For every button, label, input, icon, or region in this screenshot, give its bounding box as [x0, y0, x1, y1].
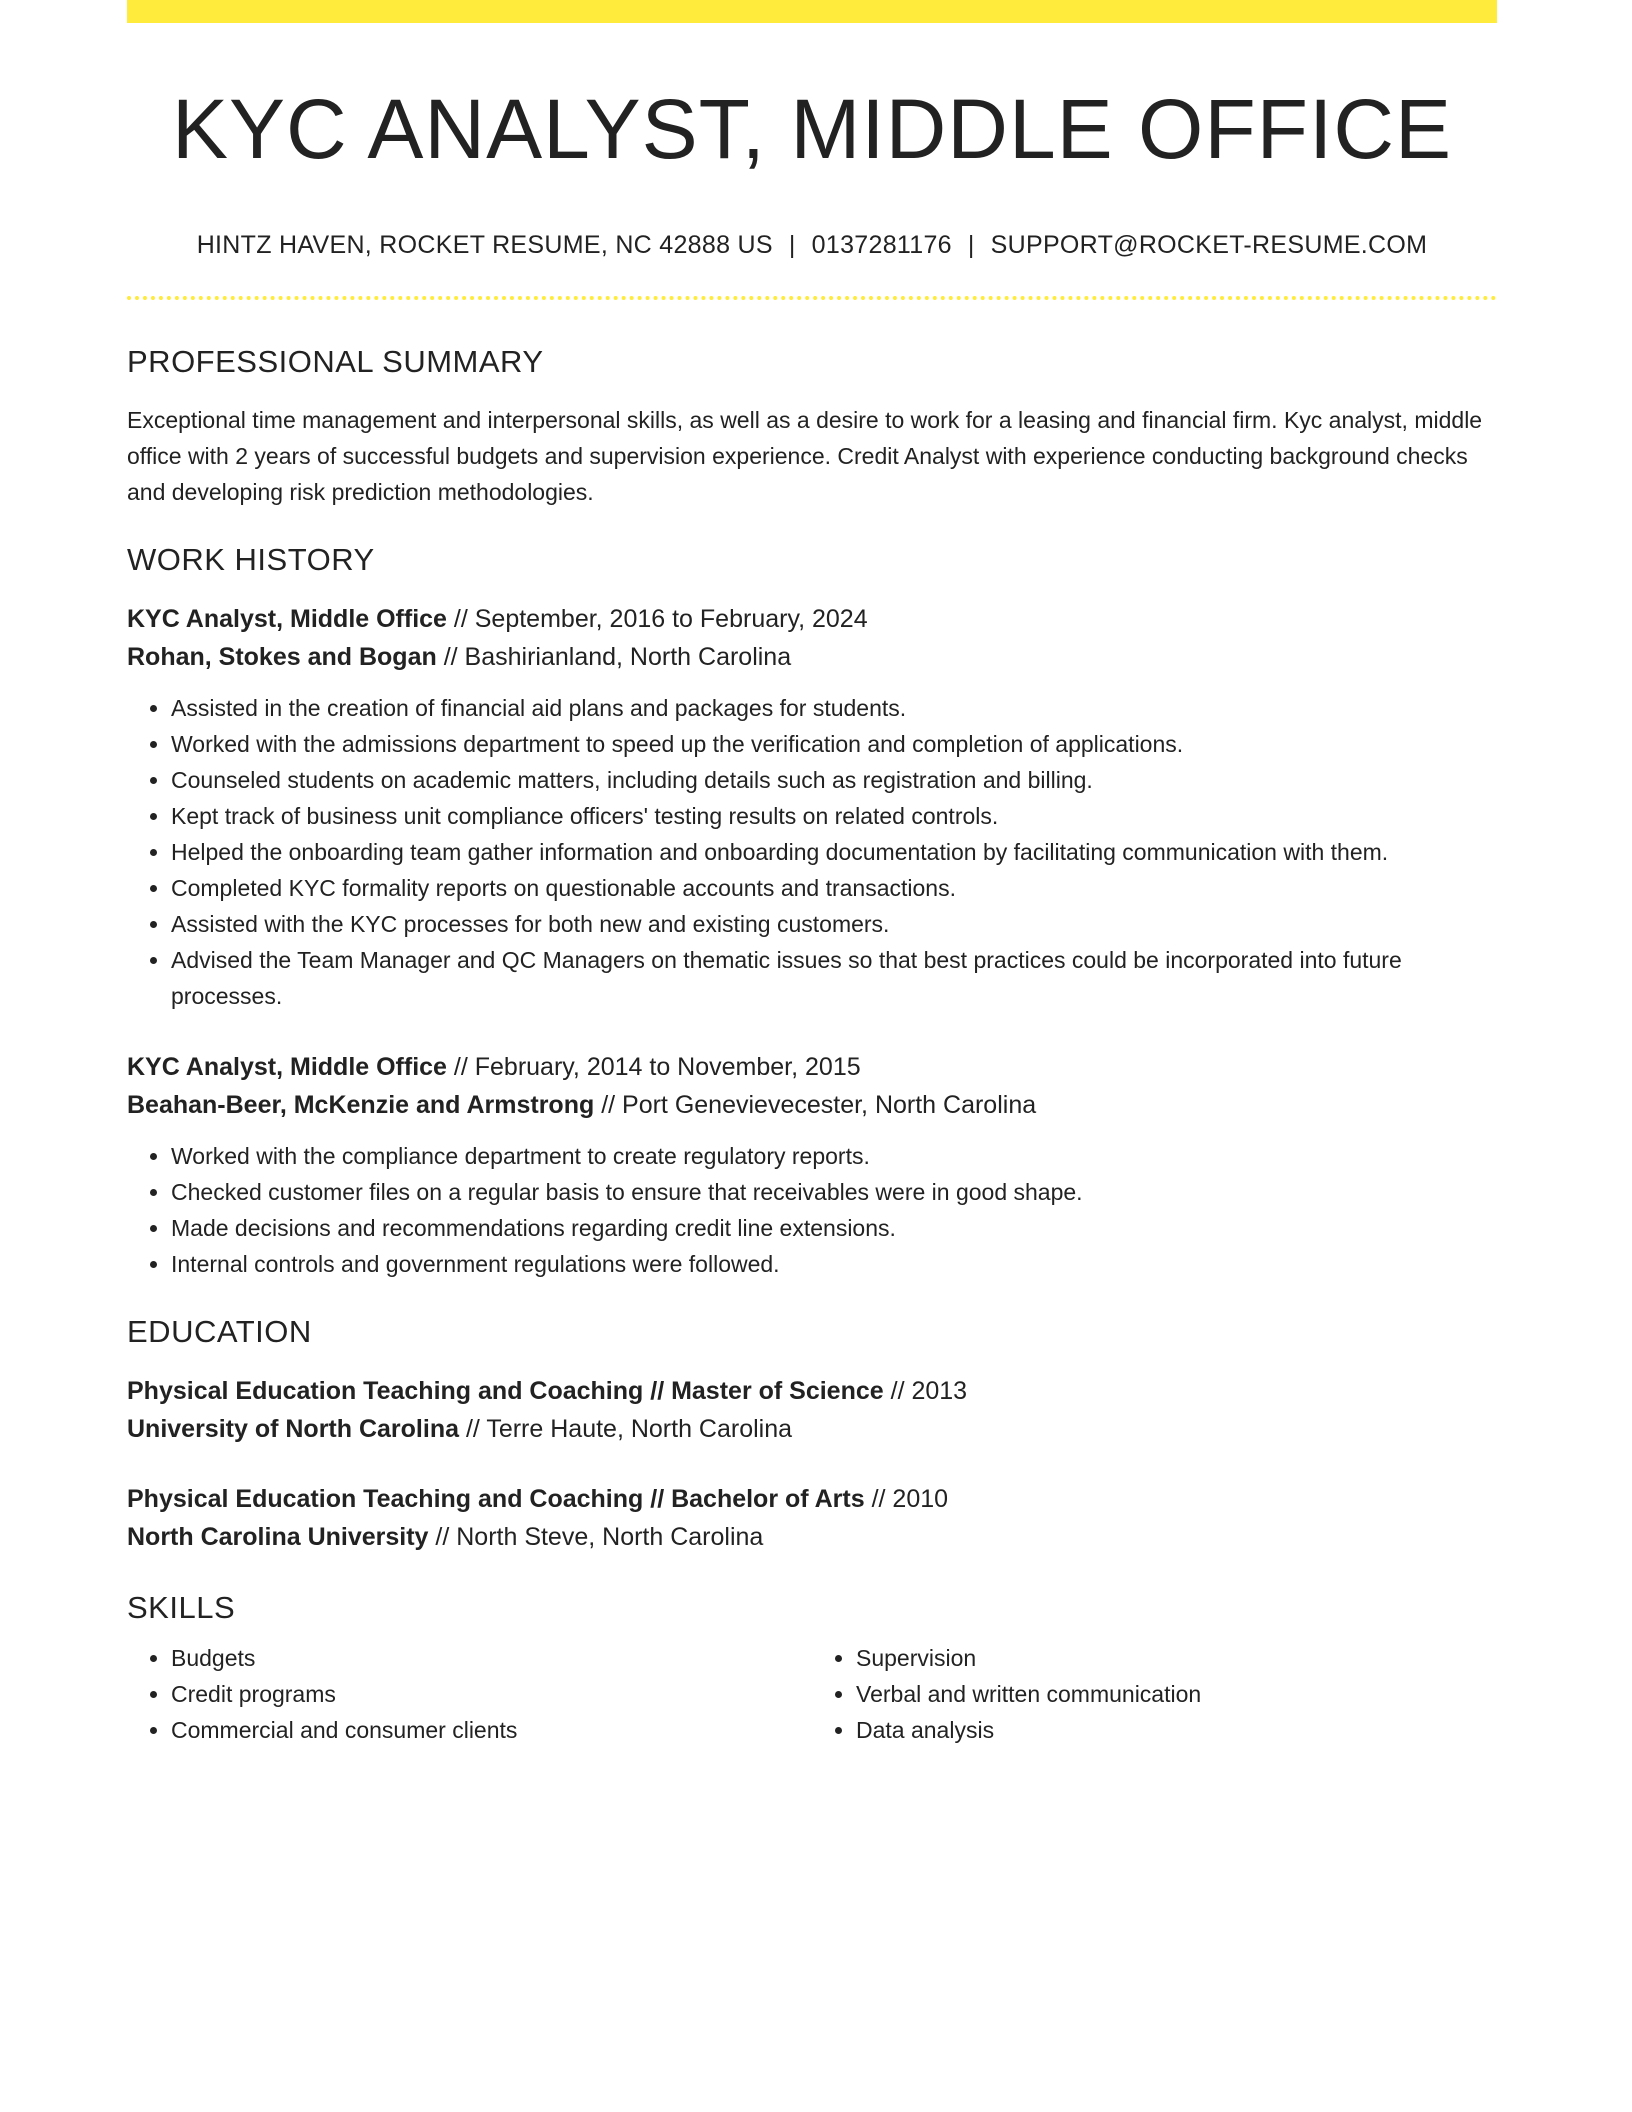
education-location: // North Steve, North Carolina	[428, 1523, 764, 1552]
job-location: // Port Genevievecester, North Carolina	[594, 1091, 1037, 1120]
education-degree-line	[127, 1480, 1497, 1518]
list-item: • Worked with the compliance department to create regulatory reports.	[171, 1138, 1497, 1174]
list-item: • Made decisions and recommendations regarding credit line extensions.	[171, 1210, 1497, 1246]
section-title-work-history: WORK HISTORY	[127, 542, 375, 578]
education-school-line	[127, 1518, 1497, 1556]
list-item: • Kept track of business unit compliance officers' testing results on related controls.	[171, 798, 1497, 834]
skill-item: • Credit programs	[171, 1676, 812, 1712]
job-bullets	[127, 690, 1497, 1014]
education-degree: Physical Education Teaching and Coaching // Bachelor of Arts	[127, 1485, 865, 1514]
section-title-skills: SKILLS	[127, 1590, 236, 1626]
skills-left-list	[127, 1640, 812, 1748]
section-title-summary: PROFESSIONAL SUMMARY	[127, 344, 544, 380]
contact-email: SUPPORT@ROCKET-RESUME.COM	[990, 231, 1428, 260]
job-company-line	[127, 1086, 1497, 1124]
job-location: // Bashirianland, North Carolina	[436, 643, 792, 672]
job-entry	[127, 1048, 1497, 1282]
skills-right-list	[812, 1640, 1497, 1748]
job-role: KYC Analyst, Middle Office	[127, 605, 447, 634]
job-entry	[127, 600, 1497, 1014]
accent-top-bar	[127, 0, 1497, 23]
job-title-line	[127, 600, 1497, 638]
list-item: • Helped the onboarding team gather information and onboarding documentation by facilitating communication with them.	[171, 834, 1497, 870]
list-item: • Assisted in the creation of financial aid plans and packages for students.	[171, 690, 1497, 726]
list-item: • Worked with the admissions department to speed up the verification and completion of applications.	[171, 726, 1497, 762]
job-dates: // September, 2016 to February, 2024	[446, 605, 868, 634]
education-school: North Carolina University	[127, 1523, 429, 1552]
contact-separator: |	[788, 231, 796, 260]
skills-columns	[127, 1640, 1497, 1748]
contact-address: HINTZ HAVEN, ROCKET RESUME, NC 42888 US	[196, 231, 773, 260]
list-item: • Internal controls and government regulations were followed.	[171, 1246, 1497, 1282]
list-item: • Assisted with the KYC processes for both new and existing customers.	[171, 906, 1497, 942]
education-year: // 2010	[864, 1485, 949, 1514]
list-item: • Advised the Team Manager and QC Managers on thematic issues so that best practices could be incorporated into future processes.	[171, 942, 1497, 1014]
skill-item: • Supervision	[856, 1640, 1497, 1676]
skill-item: • Commercial and consumer clients	[171, 1712, 812, 1748]
education-year: // 2013	[883, 1377, 968, 1406]
skill-item: • Data analysis	[856, 1712, 1497, 1748]
education-entry	[127, 1480, 1497, 1556]
education-entry	[127, 1372, 1497, 1448]
skill-item: • Verbal and written communication	[856, 1676, 1497, 1712]
education-degree: Physical Education Teaching and Coaching // Master of Science	[127, 1377, 884, 1406]
education-location: // Terre Haute, North Carolina	[459, 1415, 793, 1444]
job-role: KYC Analyst, Middle Office	[127, 1053, 447, 1082]
education-school-line	[127, 1410, 1497, 1448]
summary-text: Exceptional time management and interpersonal skills, as well as a desire to work for a leasing and financial firm. Kyc analyst, middle office with 2 years of successful budgets and supervision experience. Credit Analyst with experience conducting background checks and developing risk prediction methodologies.	[127, 407, 1483, 506]
skill-item: • Budgets	[171, 1640, 812, 1676]
education-degree-line	[127, 1372, 1497, 1410]
job-company: Beahan-Beer, McKenzie and Armstrong	[127, 1091, 595, 1120]
list-item: • Checked customer files on a regular basis to ensure that receivables were in good shape.	[171, 1174, 1497, 1210]
contact-separator: |	[967, 231, 975, 260]
section-title-education: EDUCATION	[127, 1314, 312, 1350]
job-company-line	[127, 638, 1497, 676]
education-school: University of North Carolina	[127, 1415, 459, 1444]
job-dates: // February, 2014 to November, 2015	[446, 1053, 861, 1082]
list-item: • Completed KYC formality reports on questionable accounts and transactions.	[171, 870, 1497, 906]
contact-line	[127, 231, 1497, 260]
job-bullets	[127, 1138, 1497, 1282]
job-title-line	[127, 1048, 1497, 1086]
resume-page	[127, 0, 1497, 1748]
contact-phone: 0137281176	[811, 231, 952, 260]
job-company: Rohan, Stokes and Bogan	[127, 643, 437, 672]
candidate-name: KYC ANALYST, MIDDLE OFFICE	[171, 82, 1453, 176]
dotted-divider	[127, 296, 1497, 300]
list-item: • Counseled students on academic matters, including details such as registration and billing.	[171, 762, 1497, 798]
